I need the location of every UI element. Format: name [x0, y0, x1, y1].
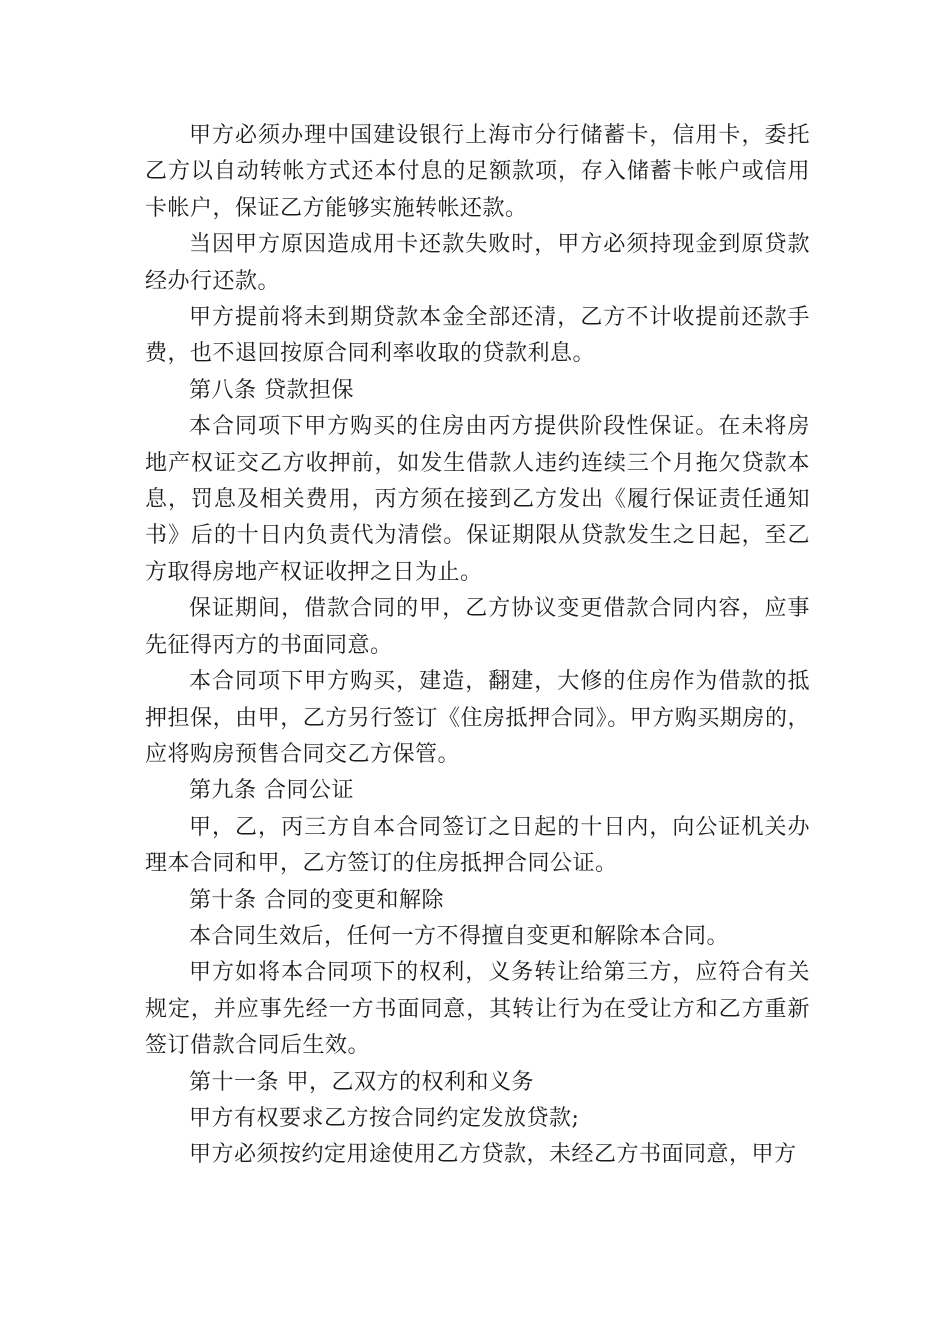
- heading-article-8: 第八条 贷款担保: [189, 377, 354, 403]
- paragraph-party-a-right: 甲方有权要求乙方按合同约定发放贷款;: [189, 1105, 580, 1131]
- paragraph-notarization: 甲，乙，丙三方自本合同签订之日起的十日内，向公证机关办理本合同和甲，乙方签订的住房抵押合同公证。: [145, 814, 810, 877]
- paragraph-no-unilateral-change: 本合同生效后，任何一方不得擅自变更和解除本合同。: [189, 923, 730, 949]
- paragraph-guarantee-period: 保证期间，借款合同的甲，乙方协议变更借款合同内容，应事先征得丙方的书面同意。: [145, 596, 810, 658]
- heading-article-10: 第十条 合同的变更和解除: [189, 887, 444, 913]
- paragraph-repayment-failure: 当因甲方原因造成用卡还款失败时，甲方必须持现金到原贷款经办行还款。: [145, 232, 810, 294]
- paragraph-party-a-obligation: 甲方必须按约定用途使用乙方贷款，未经乙方书面同意，甲方: [189, 1142, 797, 1168]
- paragraph-repayment-card: 甲方必须办理中国建设银行上海市分行储蓄卡，信用卡，委托乙方以自动转帐方式还本付息的足额款项，存入储蓄卡帐户或信用卡帐户，保证乙方能够实施转帐还款。: [145, 123, 810, 221]
- paragraph-early-repayment: 甲方提前将未到期贷款本金全部还清，乙方不计收提前还款手费，也不退回按原合同利率收取的贷款利息。: [145, 305, 810, 367]
- paragraph-guarantee: 本合同项下甲方购买的住房由丙方提供阶段性保证。在未将房地产权证交乙方收押前，如发生借款人违约连续三个月拖欠贷款本息，罚息及相关费用，丙方须在接到乙方发出《履行保证责任通知书》后的十日内负责代为清偿。保证期限从贷款发生之日起，至乙方取得房地产权证收押之日为止。: [145, 414, 810, 585]
- contract-text: [145, 118, 810, 1174]
- paragraph-transfer: 甲方如将本合同项下的权利，义务转让给第三方，应符合有关规定，并应事先经一方书面同意，其转让行为在受让方和乙方重新签订借款合同后生效。: [145, 960, 810, 1059]
- heading-article-11: 第十一条 甲，乙双方的权利和义务: [189, 1069, 534, 1095]
- heading-article-9: 第九条 合同公证: [189, 778, 354, 804]
- paragraph-mortgage: 本合同项下甲方购买，建造，翻建，大修的住房作为借款的抵押担保，由甲，乙方另行签订《住房抵押合同》。甲方购买期房的，应将购房预售合同交乙方保管。: [145, 669, 810, 767]
